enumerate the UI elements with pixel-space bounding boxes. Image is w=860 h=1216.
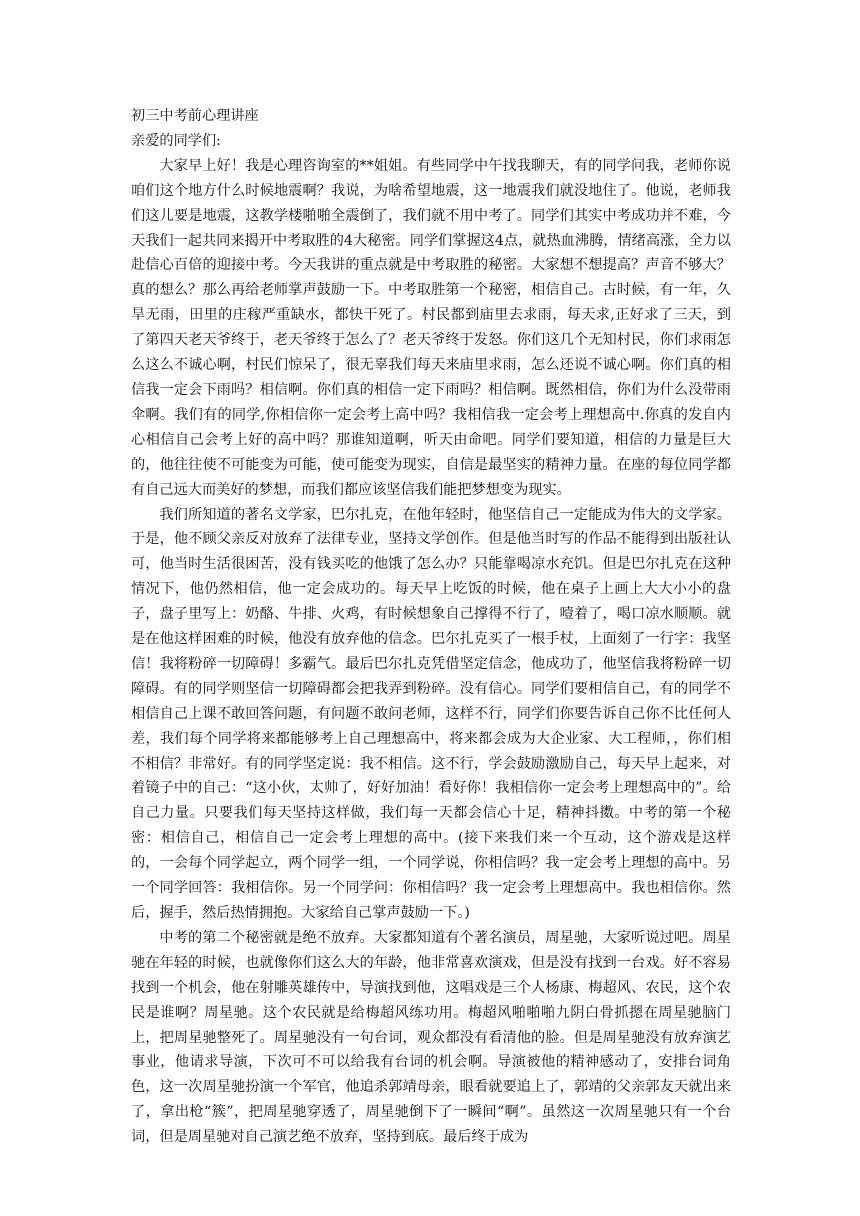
salutation: 亲爱的同学们: [131, 132, 221, 149]
document-page [131, 104, 731, 1150]
paragraph-1: 大家早上好！我是心理咨询室的**姐姐。有些同学中午找我聊天，有的同学问我，老师你说咱们这个地方什么时候地震啊？我说，为啥希望地震，这一地震我们就没地住了。他说，老师我们这儿要是地震，这教学楼啪啪全震倒了，我们就不用中考了。同学们其实中考成功并不难，今天我们一起共同来揭开中考取胜的4大秘密。同学们掌握这4点，就热血沸腾，情绪高涨，全力以赴信心百倍的迎接中考。今天我讲的重点就是中考取胜的秘密。大家想不想提高？声音不够大？真的想么？那么再给老师掌声鼓励一下。中考取胜第一个秘密，相信自己。古时候，有一年，久旱无雨，田里的庄稼严重缺水，都快干死了。村民都到庙里去求雨，每天求,正好求了三天，到了第四天老天爷终于，老天爷终于怎么了？老天爷终于发怒。你们这几个无知村民，你们求雨怎么这么不诚心啊，村民们惊呆了，很无辜我们每天来庙里求雨，怎么还说不诚心啊。你们真的相信我一定会下雨吗？相信啊。你们真的相信一定下雨吗？相信啊。既然相信，你们为什么没带雨伞啊。我们有的同学,你相信你一定会考上高中吗？我相信我一定会考上理想高中.你真的发自内心相信自己会考上好的高中吗？那谁知道啊，听天由命吧。同学们要知道，相信的力量是巨大的，他往往使不可能变为可能，使可能变为现实，自信是最坚实的精神力量。在座的每位同学都有自己远大而美好的梦想，而我们都应该坚信我们能把梦想变为现实。 [131, 157, 731, 498]
document-title: 初三中考前心理讲座 [131, 108, 259, 124]
paragraph-2: 我们所知道的著名文学家，巴尔扎克，在他年轻时，他坚信自己一定能成为伟大的文学家。于是，他不顾父亲反对放弃了法律专业，坚持文学创作。但是他当时写的作品不能得到出版社认可，他当时生活很困苦，没有钱买吃的他饿了怎么办？只能靠喝凉水充饥。但是巴尔扎克在这种情况下，他仍然相信，他一定会成功的。每天早上吃饭的时候，他在桌子上画上大大小小的盘子，盘子里写上：奶酪、牛排、火鸡，有时候想象自己撑得不行了，噎着了，喝口凉水顺顺。就是在他这样困难的时候，他没有放弃他的信念。巴尔扎克买了一根手杖，上面刻了一行字：我坚信！我将粉碎一切障碍！多霸气。最后巴尔扎克凭借坚定信念，他成功了，他坚信我将粉碎一切障碍。有的同学则坚信一切障碍都会把我弄到粉碎。没有信心。同学们要相信自己，有的同学不相信自己上课不敢回答问题，有问题不敢问老师，这样不行，同学们你要告诉自己你不比任何人差，我们每个同学将来都能够考上自己理想高中，将来都会成为大企业家、大工程师，，你们相不相信？非常好。有的同学坚定说：我不相信。这不行，学会鼓励激励自己，每天早上起来，对着镜子中的自己：“这小伙，太帅了，好好加油！看好你！我相信你一定会考上理想高中的”。给自己力量。只要我们每天坚持这样做，我们每一天都会信心十足，精神抖擞。中考的第一个秘密：相信自己，相信自己一定会考上理想的高中。(接下来我们来一个互动，这个游戏是这样的，一会每个同学起立，两个同学一组，一个同学说，你相信吗？我一定会考上理想的高中。另一个同学回答：我相信你。另一个同学问：你相信吗？我一定会考上理想高中。我也相信你。然后，握手，然后热情拥抱。大家给自己掌声鼓励一下。) [131, 506, 731, 921]
paragraph-3: 中考的第二个秘密就是绝不放弃。大家都知道有个著名演员，周星驰，大家听说过吧。周星驰在年轻的时候，也就像你们这么大的年龄，他非常喜欢演戏，但是没有找到一台戏。好不容易找到一个机会，他在射雕英雄传中，导演找到他，这唱戏是三个人杨康、梅超风、农民，这个农民是谁啊？周星驰。这个农民就是给梅超风练功用。梅超风啪啪啪九阴白骨抓摁在周星驰脑门上，把周星驰整死了。周星驰没有一句台词，观众都没有看清他的脸。但是周星驰没有放弃演艺事业，他请求导演，下次可不可以给我有台词的机会啊。导演被他的精神感动了，安排台词角色，这一次周星驰扮演一个军官，他追杀郭靖母亲，眼看就要追上了，郭靖的父亲郭友天就出来了，拿出枪“簇”，把周星驰穿透了，周星驰倒下了一瞬间“啊”。虽然这一次周星驰只有一个台词，但是周星驰对自己演艺绝不放弃，坚持到底。最后终于成为 [131, 929, 731, 1146]
